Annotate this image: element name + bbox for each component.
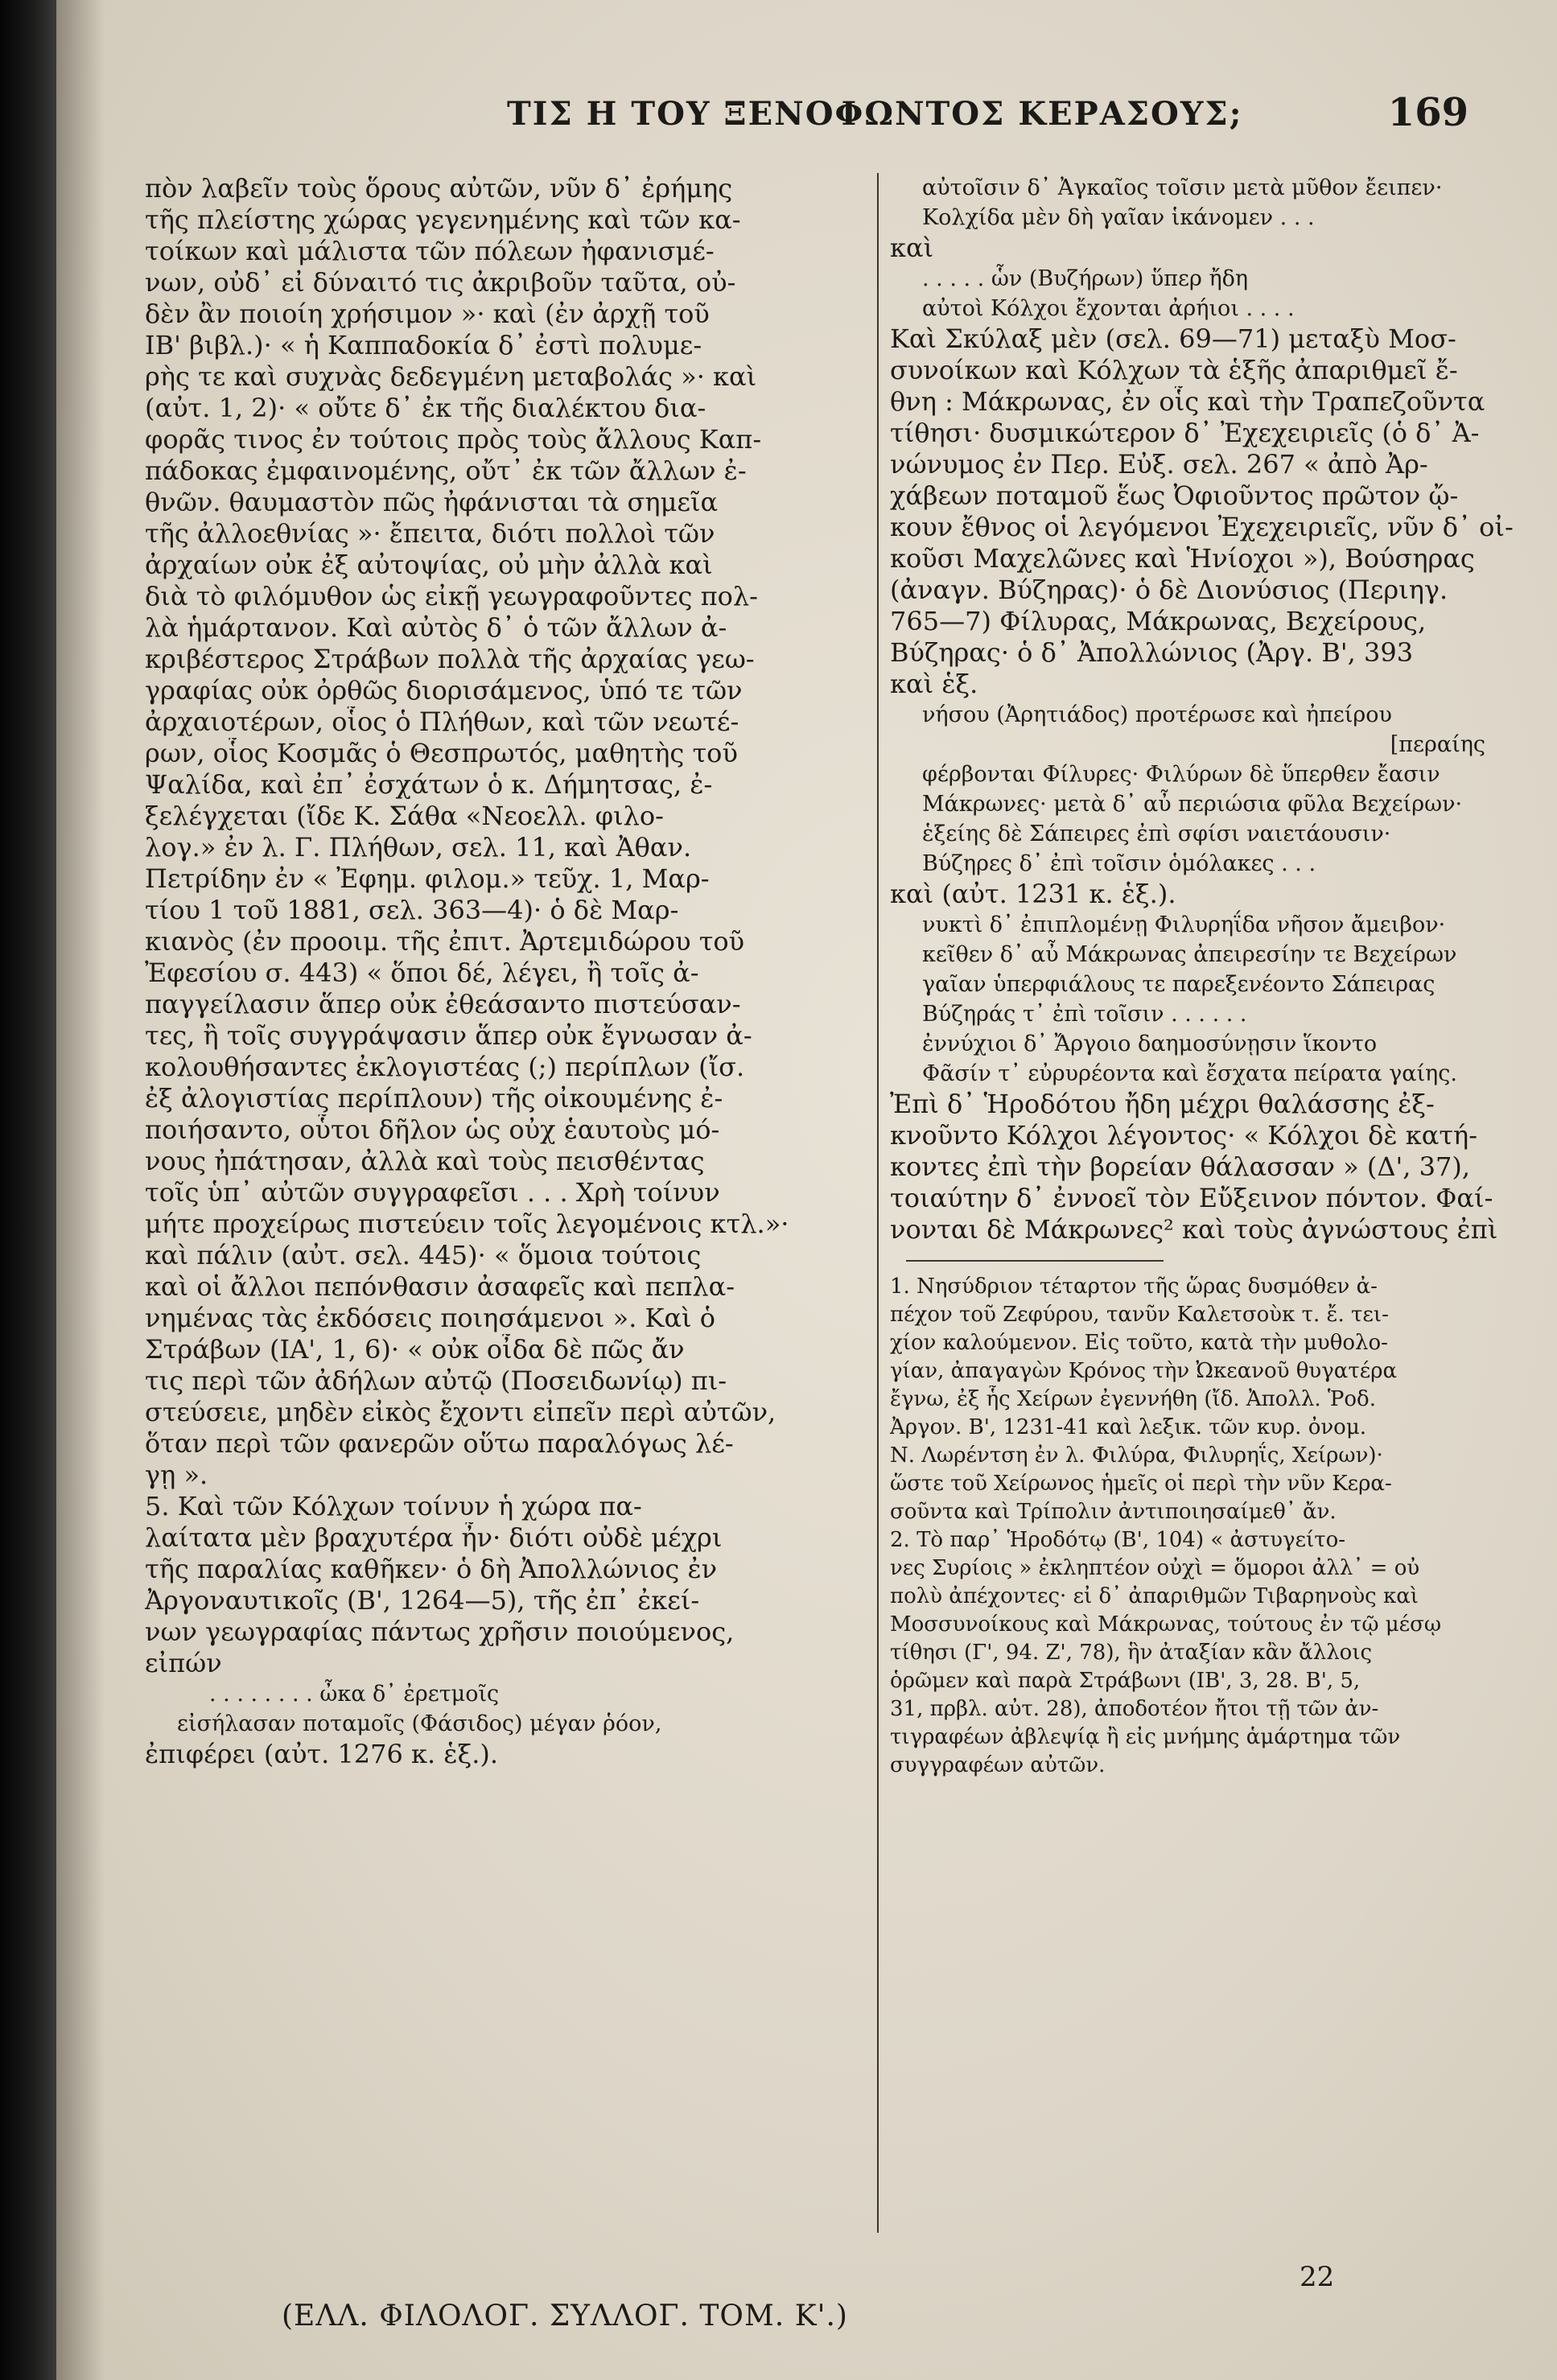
left_column-line: κολουθήσαντες ἐκλογιστέας (;) περίπλων (ἴσ. bbox=[145, 1052, 745, 1082]
right_column-line: Καὶ Σκύλαξ μὲν (σελ. 69—71) μεταξὺ Μοσ- bbox=[890, 323, 1456, 354]
footnote-line: ὥστε τοῦ Χείρωνος ἡμεῖς οἱ περὶ τὴν νῦν Κερα- bbox=[890, 1472, 1392, 1496]
left_column-line: ΙΒ' βιβλ.)· « ἡ Καππαδοκία δ᾽ ἐστὶ πολυμε- bbox=[145, 330, 702, 360]
right_column-line: Βύζηρες δ᾽ ἐπὶ τοῖσιν ὁμόλακες . . . bbox=[922, 851, 1316, 876]
footnote-rule bbox=[906, 1260, 1164, 1262]
page-number: 169 bbox=[1387, 90, 1468, 135]
right_column-line: Μάκρωνες· μετὰ δ᾽ αὖ περιώσια φῦλα Βεχείρων· bbox=[922, 792, 1463, 817]
left_column-line: τῆς παραλίας καθῆκεν· ὁ δὴ Ἀπολλώνιος ἐν bbox=[145, 1554, 718, 1584]
right_column-line: Βύζηράς τ᾽ ἐπὶ τοῖσιν . . . . . . bbox=[922, 1002, 1247, 1027]
footnote-line: τίθησι (Γ', 94. Ζ', 78), ἣν ἀταξίαν κἂν ἄλλοις bbox=[890, 1641, 1373, 1665]
left_column-line: τοῖς ὑπ᾽ αὐτῶν συγγραφεῖσι . . . Χρὴ τοίνυν bbox=[145, 1177, 720, 1208]
left_column-line: ἀρχαίων οὐκ ἐξ αὐτοψίας, οὐ μὴν ἀλλὰ καὶ bbox=[145, 550, 713, 580]
right_column-line: ἑξείης δὲ Σάπειρες ἐπὶ σφίσι ναιετάουσιν· bbox=[922, 821, 1391, 846]
left_column-line: τῆς ἀλλοεθνίας »· ἔπειτα, διότι πολλοὶ τῶν bbox=[145, 518, 715, 549]
right_column-line: 765—7) Φίλυρας, Μάκρωνας, Βεχείρους, bbox=[890, 606, 1427, 636]
right_column-line: νήσου (Ἀρητιάδος) προτέρωσε καὶ ἠπείρου bbox=[922, 702, 1392, 727]
left_column-line: λαίτατα μὲν βραχυτέρα ἦν· διότι οὐδὲ μέχρι bbox=[145, 1522, 723, 1553]
left_column-line: νων γεωγραφίας πάντως χρῆσιν ποιούμενος, bbox=[145, 1616, 735, 1647]
right_column-line: καὶ ἑξ. bbox=[890, 669, 978, 699]
right_column-line: θνη : Μάκρωνας, ἐν οἷς καὶ τὴν Τραπεζοῦντα bbox=[890, 386, 1485, 417]
left_column-line: δὲν ἂν ποιοίη χρήσιμον »· καὶ (ἐν ἀρχῇ τοῦ bbox=[145, 299, 710, 329]
footnote-line: νες Συρίοις » ἐκληπτέον οὐχὶ = ὅμοροι ἀλλ᾽ = οὐ bbox=[890, 1556, 1420, 1580]
footnote-line: ὁρῶμεν καὶ παρὰ Στράβωνι (ΙΒ', 3, 28. Β', 5, bbox=[890, 1669, 1361, 1693]
left_column-line: ὅταν περὶ τῶν φανερῶν οὕτω παραλόγως λέ- bbox=[145, 1428, 734, 1459]
right_column-line: νονται δὲ Μάκρωνες² καὶ τοὺς ἀγνώστους ἐπὶ bbox=[890, 1214, 1498, 1245]
right-column-body bbox=[890, 173, 1534, 1246]
footnotes bbox=[890, 1273, 1534, 1780]
left_column-line: τες, ἢ τοῖς συγγράψασιν ἅπερ οὐκ ἔγνωσαν ἀ- bbox=[145, 1020, 752, 1051]
right_column-line: κεῖθεν δ᾽ αὖ Μάκρωνας ἀπειρεσίην τε Βεχείρων bbox=[922, 942, 1457, 967]
left_column-line: καὶ πάλιν (αὐτ. σελ. 445)· « ὅμοια τούτοις bbox=[145, 1240, 702, 1270]
right_column-line: [περαίης bbox=[1390, 732, 1485, 757]
right_column-line: Κολχίδα μὲν δὴ γαῖαν ἱκάνομεν . . . bbox=[922, 205, 1315, 230]
footnote-line: 2. Τὸ παρ᾽ Ἡροδότῳ (Β', 104) « ἀστυγείτο- bbox=[890, 1528, 1346, 1552]
left_column-line: μήτε προχείρως πιστεύειν τοῖς λεγομένοις κτλ.»· bbox=[145, 1209, 789, 1239]
left_column-line: φορᾶς τινος ἐν τούτοις πρὸς τοὺς ἄλλους Καπ- bbox=[145, 424, 762, 455]
left_column-line: ποιήσαντο, οὗτοι δῆλον ὡς οὐχ ἑαυτοὺς μό- bbox=[145, 1114, 720, 1145]
footnote-line: χίον καλούμενον. Εἰς τοῦτο, κατὰ τὴν μυθολο- bbox=[890, 1331, 1388, 1355]
left_column-line: ρων, οἷος Κοσμᾶς ὁ Θεσπρωτός, μαθητὴς τοῦ bbox=[145, 738, 738, 768]
footnote-line: πέχον τοῦ Ζεφύρου, τανῦν Καλετσοὺκ τ. ἔ. τει- bbox=[890, 1303, 1389, 1327]
left_column-line: τῆς πλείστης χώρας γεγενημένης καὶ τῶν κα- bbox=[145, 204, 741, 235]
left_column-line: τοίκων καὶ μάλιστα τῶν πόλεων ἠφανισμέ- bbox=[145, 236, 715, 266]
right_column-line: καὶ bbox=[890, 233, 934, 263]
left_column-line: εἰσήλασαν ποταμοῖς (Φάσιδος) μέγαν ῥόον, bbox=[177, 1711, 662, 1736]
left_column-line: Στράβων (ΙΑ', 1, 6)· « οὐκ οἶδα δὲ πῶς ἄν bbox=[145, 1334, 685, 1365]
left_column-line: κριβέστερος Στράβων πολλὰ τῆς ἀρχαίας γεω- bbox=[145, 644, 755, 674]
right_column-line: κοῦσι Μαχελῶνες καὶ Ἡνίοχοι »), Βούσηρας bbox=[890, 543, 1475, 574]
left_column-line: ἐξ ἀλογιστίας περίπλουν) τῆς οἰκουμένης ἐ- bbox=[145, 1083, 723, 1114]
right_column-line: κοντες ἐπὶ τὴν βορείαν θάλασσαν » (Δ', 37), bbox=[890, 1151, 1470, 1182]
right_column-line: (ἀναγν. Βύζηρας)· ὁ δὲ Διονύσιος (Περιηγ. bbox=[890, 574, 1448, 605]
footnote-line: συγγραφέων αὐτῶν. bbox=[890, 1753, 1106, 1777]
footnote-line: πολὺ ἀπέχοντες· εἰ δ᾽ ἀπαριθμῶν Τιβαρηνοὺς καὶ bbox=[890, 1584, 1419, 1608]
signature-mark: 22 bbox=[1300, 2261, 1335, 2293]
right_column-line: Ἐπὶ δ᾽ Ἡροδότου ἤδη μέχρι θαλάσσης ἐξ- bbox=[890, 1089, 1435, 1119]
footnote-line: Μοσσυνοίκους καὶ Μάκρωνας, τούτους ἐν τῷ μέσῳ bbox=[890, 1612, 1442, 1637]
left_column-line: καὶ οἱ ἄλλοι πεπόνθασιν ἀσαφεῖς καὶ πεπλα- bbox=[145, 1271, 735, 1302]
left_column-line: ἀρχαιοτέρων, οἷος ὁ Πλήθων, καὶ τῶν νεωτέ- bbox=[145, 706, 739, 737]
left_column-line: στεύσειε, μηδὲν εἰκὸς ἔχοντι εἰπεῖν περὶ αὐτῶν, bbox=[145, 1397, 776, 1427]
footnote-line: 31, πρβλ. αὐτ. 28), ἀποδοτέον ἤτοι τῇ τῶν ἀν- bbox=[890, 1697, 1379, 1721]
left_column-line: ρὴς τε καὶ συχνὰς δεδεγμένη μεταβολάς »· καὶ bbox=[145, 361, 757, 392]
left_column-line: 5. Καὶ τῶν Κόλχων τοίνυν ἡ χώρα πα- bbox=[145, 1491, 642, 1521]
left_column-line: Ἐφεσίου σ. 443) « ὅποι δέ, λέγει, ἢ τοῖς ἀ- bbox=[145, 957, 699, 988]
left_column-line: πάδοκας ἐμφαινομένης, οὔτ᾽ ἐκ τῶν ἄλλων ἐ- bbox=[145, 455, 747, 486]
right_column-line: κουν ἔθνος οἱ λεγόμενοι Ἐχεχειριεῖς, νῦν δ᾽ οἰ- bbox=[890, 512, 1514, 542]
left_column-line: Ἀργοναυτικοῖς (Β', 1264—5), τῆς ἐπ᾽ ἐκεί- bbox=[145, 1585, 700, 1616]
footnote-line: 1. Νησύδριον τέταρτον τῆς ὥρας δυσμόθεν ἀ- bbox=[890, 1274, 1378, 1299]
left_column-line: λογ.» ἐν λ. Γ. Πλήθων, σελ. 11, καὶ Ἀθαν. bbox=[145, 832, 692, 863]
right_column-line: καὶ (αὐτ. 1231 κ. ἑξ.). bbox=[890, 879, 1176, 909]
left_column-line: παγγείλασιν ἅπερ οὐκ ἐθεάσαντο πιστεύσαν- bbox=[145, 989, 741, 1019]
right_column-line: τίθησι· δυσμικώτερον δ᾽ Ἐχεχειριεῖς (ὁ δ᾽ Ἀ- bbox=[890, 418, 1480, 448]
book-page bbox=[56, 0, 1557, 2380]
left_column-line: γραφίας οὐκ ὀρθῶς διορισάμενος, ὑπό τε τῶν bbox=[145, 675, 743, 706]
footnote-line: Ἀργον. Β', 1231-41 καὶ λεξικ. τῶν κυρ. ὀνομ. bbox=[890, 1415, 1366, 1439]
left_column-line: . . . . . . . . ὦκα δ᾽ ἐρετμοῖς bbox=[209, 1682, 500, 1707]
right_column-line: αὐτοὶ Κόλχοι ἔχονται ἀρήιοι . . . . bbox=[922, 296, 1295, 321]
right_column-line: ἐννύχιοι δ᾽ Ἄργοιο δαημοσύνῃσιν ἵκοντο bbox=[922, 1031, 1378, 1056]
book-binding-shadow bbox=[0, 0, 56, 2380]
footnote-line: γίαν, ἀπαγαγὼν Κρόνος τὴν Ὠκεανοῦ θυγατέρα bbox=[890, 1359, 1398, 1383]
right_column-line: τοιαύτην δ᾽ ἐννοεῖ τὸν Εὔξεινον πόντον. Φαί- bbox=[890, 1183, 1493, 1213]
left_column-line: νων, οὐδ᾽ εἰ δύναιτό τις ἀκριβοῦν ταῦτα, οὐ- bbox=[145, 267, 736, 298]
right_column-line: γαῖαν ὑπερφιάλους τε παρεξενέοντο Σάπειρας bbox=[922, 972, 1435, 997]
right_column-line: νώνυμος ἐν Περ. Εὐξ. σελ. 267 « ἀπὸ Ἀρ- bbox=[890, 449, 1428, 480]
right_column-line: . . . . . ὧν (Βυζήρων) ὕπερ ἤδη bbox=[922, 266, 1249, 291]
left-text-column bbox=[145, 173, 873, 1770]
left_column-line: Ψαλίδα, καὶ ἐπ᾽ ἐσχάτων ὁ κ. Δήμητσας, ἐ- bbox=[145, 769, 713, 800]
left_column-line: γῃ ». bbox=[145, 1460, 208, 1490]
right_column-line: αὐτοῖσιν δ᾽ Ἀγκαῖος τοῖσιν μετὰ μῦθον ἔειπεν· bbox=[922, 175, 1443, 200]
left_column-line: ἐπιφέρει (αὐτ. 1276 κ. ἑξ.). bbox=[145, 1739, 499, 1769]
right-text-column bbox=[877, 173, 1534, 2233]
right_column-line: φέρβονται Φίλυρες· Φιλύρων δὲ ὕπερθεν ἔασιν bbox=[922, 762, 1440, 787]
left_column-line: Πετρίδην ἐν « Ἐφημ. φιλομ.» τεῦχ. 1, Μαρ- bbox=[145, 863, 710, 894]
left_column-line: τις περὶ τῶν ἀδήλων αὐτῷ (Ποσειδωνίῳ) πι- bbox=[145, 1365, 727, 1396]
footnote-line: σοῦντα καὶ Τρίπολιν ἀντιποιησαίμεθ᾽ ἄν. bbox=[890, 1500, 1337, 1524]
series-line: (ΕΛΛ. ΦΙΛΟΛΟΓ. ΣΥΛΛΟΓ. ΤΟΜ. Κ'.) bbox=[282, 2300, 848, 2333]
footnote-line: Ν. Λωρέντση ἐν λ. Φιλύρα, Φιλυρηΐς, Χείρων)· bbox=[890, 1443, 1383, 1468]
right_column-line: χάβεων ποταμοῦ ἕως Ὀφιοῦντος πρῶτον ᾤ- bbox=[890, 480, 1459, 511]
footnote-line: ἔγνω, ἐξ ἧς Χείρων ἐγεννήθη (ἴδ. Ἀπολλ. Ῥοδ. bbox=[890, 1387, 1376, 1411]
left_column-line: ξελέγχεται (ἴδε Κ. Σάθα «Νεοελλ. φιλο- bbox=[145, 801, 664, 831]
footnote-line: τιγραφέων ἀβλεψίᾳ ἢ εἰς μνήμης ἁμάρτημα τῶν bbox=[890, 1725, 1401, 1749]
right_column-line: Φᾶσίν τ᾽ εὐρυρέοντα καὶ ἔσχατα πείρατα γαίης. bbox=[922, 1061, 1457, 1086]
left_column-line: εἰπών bbox=[145, 1648, 222, 1678]
left_column-line: νημένας τὰς ἐκδόσεις ποιησάμενοι ». Καὶ ὁ bbox=[145, 1303, 716, 1333]
left_column-line: λὰ ἡμάρτανον. Καὶ αὐτὸς δ᾽ ὁ τῶν ἄλλων ἀ- bbox=[145, 612, 727, 643]
right_column-line: Βύζηρας· ὁ δ᾽ Ἀπολλώνιος (Ἀργ. Β', 393 bbox=[890, 637, 1414, 668]
left_column-line: κιανὸς (ἐν προοιμ. τῆς ἐπιτ. Ἀρτεμιδώρου τοῦ bbox=[145, 926, 745, 957]
right_column-line: κνοῦντο Κόλχοι λέγοντος· « Κόλχοι δὲ κατή- bbox=[890, 1120, 1478, 1151]
right_column-line: νυκτὶ δ᾽ ἐπιπλομένῃ Φιλυρηΐδα νῆσον ἄμειβον· bbox=[922, 912, 1446, 937]
running-head: ΤΙΣ Η ΤΟΥ ΞΕΝΟΦΩΝΤΟΣ ΚΕΡΑΣΟΥΣ; bbox=[507, 95, 1243, 133]
left_column-line: (αὐτ. 1, 2)· « οὔτε δ᾽ ἐκ τῆς διαλέκτου δια- bbox=[145, 393, 706, 423]
left_column-line: διὰ τὸ φιλόμυθον ὡς εἰκῇ γεωγραφοῦντες πολ- bbox=[145, 581, 758, 611]
right_column-line: συνοίκων καὶ Κόλχων τὰ ἑξῆς ἀπαριθμεῖ ἔ- bbox=[890, 355, 1458, 385]
left_column-line: πὸν λαβεῖν τοὺς ὅρους αὐτῶν, νῦν δ᾽ ἐρήμης bbox=[145, 173, 733, 204]
left_column-line: θνῶν. θαυμαστὸν πῶς ἠφάνισται τὰ σημεῖα bbox=[145, 487, 719, 517]
left_column-line: τίου 1 τοῦ 1881, σελ. 363—4)· ὁ δὲ Μαρ- bbox=[145, 895, 679, 925]
left_column-line: νους ἠπάτησαν, ἀλλὰ καὶ τοὺς πεισθέντας bbox=[145, 1146, 705, 1176]
